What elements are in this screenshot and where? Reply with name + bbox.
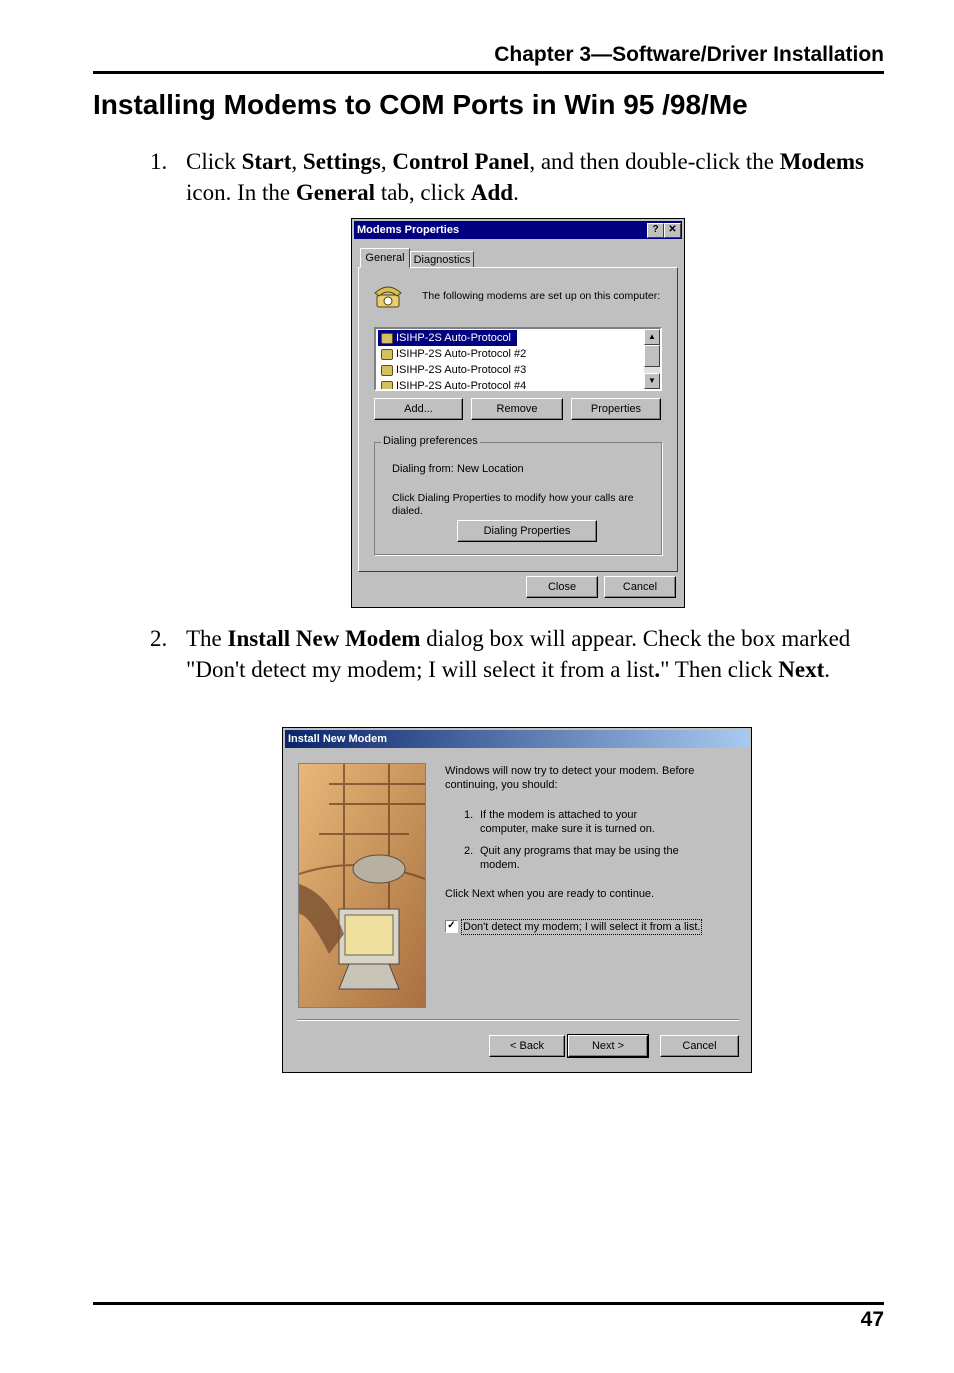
modem-list[interactable]: [374, 327, 662, 391]
telephone-icon: [373, 281, 403, 309]
page-number: 47: [860, 1308, 884, 1331]
modem-icon: [381, 349, 393, 360]
next-button[interactable]: Next >: [568, 1035, 648, 1057]
modem-icon: [381, 381, 393, 391]
dont-detect-checkbox[interactable]: ✓: [445, 920, 458, 933]
dialing-properties-button[interactable]: Dialing Properties: [457, 520, 597, 542]
list-item[interactable]: ISIHP-2S Auto-Protocol #3: [378, 362, 526, 378]
dialog-titlebar: [285, 730, 749, 748]
ready-text: Click Next when you are ready to continue.: [445, 888, 655, 900]
dialing-from-value: New Location: [457, 463, 524, 475]
dialing-preferences-group: [374, 435, 662, 555]
separator: [297, 1019, 739, 1021]
header-rule: [93, 71, 884, 74]
dialog-title: Install New Modem: [288, 733, 388, 745]
install-new-modem-dialog: [282, 727, 752, 1073]
tab-diagnostics[interactable]: Diagnostics: [410, 251, 474, 268]
step-1: [150, 146, 870, 210]
scroll-thumb[interactable]: [644, 345, 660, 367]
tab-general[interactable]: General: [360, 248, 410, 268]
step-number: 2.: [150, 626, 168, 651]
footer-rule: [93, 1302, 884, 1305]
modems-properties-dialog: [351, 218, 685, 608]
list-item[interactable]: ISIHP-2S Auto-Protocol #2: [378, 346, 526, 362]
help-icon[interactable]: ?: [647, 223, 664, 238]
remove-button[interactable]: Remove: [471, 398, 563, 420]
general-tab-panel: [358, 267, 678, 572]
dialog-titlebar: [354, 221, 682, 239]
scroll-up-icon[interactable]: ▲: [644, 329, 660, 345]
instruction-item-1: If the modem is attached to your computer, make sure it is turned on.: [480, 809, 655, 835]
list-number: 2.: [464, 845, 474, 857]
page-title: Installing Modems to COM Ports in Win 95 /98/Me: [93, 89, 748, 120]
chapter-header: Chapter 3—Software/Driver Installation: [494, 43, 884, 66]
cancel-button[interactable]: Cancel: [604, 576, 676, 598]
install-intro: Windows will now try to detect your modem. Before continuing, you should:: [445, 765, 695, 791]
step-text: Click Start, Settings, Control Panel, and then double-click the Modems icon. In the General tab, click Add.: [186, 149, 865, 205]
modems-intro: The following modems are set up on this computer:: [422, 290, 661, 302]
dont-detect-label[interactable]: Don't detect my modem; I will select it from a list.: [463, 921, 701, 933]
step-number: 1.: [150, 149, 168, 174]
dialing-note: Click Dialing Properties to modify how your calls are dialed.: [392, 492, 634, 517]
dialing-from-label: Dialing from:: [392, 463, 454, 475]
add-button[interactable]: Add...: [374, 398, 463, 420]
wizard-illustration: [298, 763, 426, 1008]
list-scrollbar[interactable]: [644, 329, 660, 389]
list-number: 1.: [464, 809, 474, 821]
instruction-item-2: Quit any programs that may be using the modem.: [480, 845, 679, 871]
modem-icon: [381, 333, 393, 344]
group-label: Dialing preferences: [383, 435, 478, 447]
close-button[interactable]: Close: [526, 576, 598, 598]
back-button[interactable]: < Back: [489, 1035, 565, 1057]
dialog-title: Modems Properties: [357, 224, 460, 236]
step-text: The Install New Modem dialog box will appear. Check the box marked "Don't detect my modem; I will select it from a list." Then click Next.: [186, 626, 851, 682]
scroll-down-icon[interactable]: ▼: [644, 373, 660, 389]
properties-button[interactable]: Properties: [571, 398, 661, 420]
list-item[interactable]: ISIHP-2S Auto-Protocol #4: [378, 378, 526, 391]
modem-icon: [381, 365, 393, 376]
list-item[interactable]: ISIHP-2S Auto-Protocol: [378, 330, 517, 346]
step-2: [150, 623, 870, 716]
close-icon[interactable]: ✕: [664, 223, 681, 238]
cancel-button[interactable]: Cancel: [660, 1035, 739, 1057]
